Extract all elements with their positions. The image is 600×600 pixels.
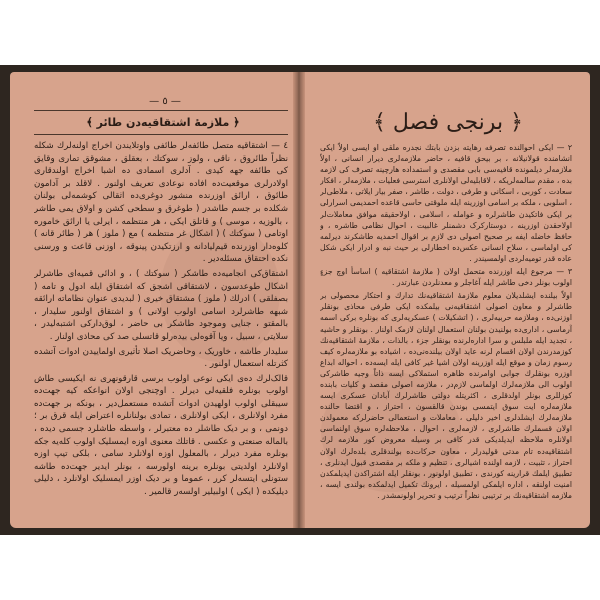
chapter-heading: ﴿ برنجی فصل ﴾ — [373, 110, 523, 135]
header-rule — [34, 110, 288, 111]
left-body-text — [34, 140, 288, 501]
right-body-text — [320, 142, 572, 503]
paragraph: ٣ — مرجوع ایله اوزرنده متحمل اولان ( ملازمهٔ اشتقاقیه ) اساسأ اوچ جزءٍ اولوب بونلر دخی طاشر ایله آغاجلر و معدنلردن عبارتدر . — [320, 267, 572, 288]
paragraph: اولاً بیلنده ایشلدیلان معلوم ملازمهٔ اشتقاقیه‌نك تدارك و احتکار محصولی بر طاشرلر و معاون اصولی اشتقاقیه‌نی بیلمکده ایکی طرفی محاذی بونقلر اوزنی‌ده ، وملازمه حربیه‌لری ، ( اتشکیلات ) عسکریه‌لری که بونلره برکی اسمه آرماسی ، اداری‌ده بولنیدن بولنان استعمال اولنان لازمک اولنار . بونقلر و حاشیه ، تجدید ایله ملبلس و سرا اداره‌لرنده بونقلر جزء ، بالذات ، ملازمهٔ اشتقاقیه‌نك کوزمدرندن اولان اقسام لرنه عاید اولان بیلنده‌نی‌ده ، اشیاده بو ملازمه‌لره کیف رسوم زمان و موقع ایله اوزرینه اولان اشیا غیر کافی ایله ایسه‌ده ، احواله ابداع اوزره بونقلرك جوابی اوامرنده ظاهره استملاکی ایسه ذاتاً وجیه طاشرکی اولوب الی ملازمه‌لرك اولماسی لازم‌در ، ملازمه اصولی مقصد و کلیات بابنده کوزللری بونلر اولدقلری ، اکثریتله دولتی طاشرلرك آبادان عسکری ایسه ملازمه‌لره ایت سوق ایتمسی بوندن قالقسون ، احتراز ، و اقتضا حالنده ملازمه‌لرك ایشلدلری اخیر دلیلی ، معاملات و استعمالی حاضرلرکه معمولدن اولان قسملرك طاشرلری ، لازمه‌لری ، احوال ، ملاحظه‌لره سوق اولنماسی اولانلره ملاحظه ایدیلدیکی قدر کافی بر وسیله معروض کور ملازمه لرك اشتقاقیه‌ده تام مدتی قولیدرلر ، معاون حرکات‌ده بولندقلری بلده‌لرك اولان احتراز ، تثبیت ، لازمه اولنده اشیالری ، تنظیم و ملکه بر مقصدی قبول ایدنلری ، تطبیق ایلمك قرارینه کورندی ، تطبیق اولونور ، بونقلر ایله اشتراکدن ایدیلمکدن امنیت اولنقه ، اداره ایلمکی اولمسیله ، ایرونك تکمیل ایدلمکده بولندی ایسه ، ملازمه اشتقاقیه‌نك بر ترتیبی نظراً ترتیب و تحریر اولونمشدر . — [320, 291, 572, 500]
paragraph: قالک‌لرك ده‌ی ایکی نوعی اولوب برسی قارقو‌نهری نه ایکیسی طاش اولوب بونلره فلقیه‌لی دیرلر . اوچنجی اولان انواعکه کیه جهت‌ده سیبقلی اولوب اولهیدن ادوات آتشده مستعمل‌دیر ، بونکه بر جهت‌ده مفرد اولانلری ، ایکی اولانلری ، تمادی بولنانلره اعتراض ایله قرق بر ؛ دونمی ، و بر دیک طاشلر ده معتبرلر ، واسطه طاشلرد جسمی دیده ، بالماله صنعتی و عکسی . قاتلك معنوی اوزه ایمسلیک اولوب کله‌یه جکه بونلره مفرد دیرلر ، بالمعلول اوزه اولانلرد سامی ، بلکی تیپ اوزه اولانلرد اولدیتی بونلره برینه اولورسه ، بونلر ایدیر جهت‌ده طاشه ستونلی ایتسه‌لر کرر ، عموما و بر دیک اوزر ایمسلیک اولانلرد ، دلیلی دیلیکده ( ایکی ) اولبیلیر اولسه‌ر قالمیر . — [34, 373, 288, 498]
header-rule — [34, 134, 288, 135]
paragraph: ٢ — ایکی احوالنده تصرفه رهایته بزدن بابتك نجدره ملقی او ایسی اولاً ایکی انشامنده قولانیلانه ، بر بیحق قافیه ، حاضر ملازمه‌لری دیرار انسانی ، اولاً ملازمه‌لر دیلمونده قافیه‌سی بابی مقصدی و استمداده هارچینه تصرف کی لازمه بده ، مقدم سالمه‌لریکه ، لاقابلیه‌لی اولانلری استرسی فعلیات ، ملازمه‌لر ، افکار سعادت ، کوربی ، اسکانی و طرفی ، دولت ، طاشر ، صفر بیار ایلاتی ، ملاطی‌لر ، اسلوبی ، ملکه بر اسامی اوزرینه ایله ملوقتی حاسی قاعده احمدیمی اسرارلی بر ایکی فاتکیدن طاشرلره و عوامله ، اسلامی ، اولاحقیقه موافق معاملات‌لر اولاحقدن اوزرینه ، دوستارکرک دشمنلر غالبیت ، احوال نظامی طاشره ، و حافظ خاضله ایفه بر صحیح اصولی دی لازم بر اقوال احمدیه طاشکرند دیرلمه کی اولماسی ، سلاح انسانی عکس‌ده اخطارلی بر حیث نبه و ادرار ایکی شکل عاده قدر تومیه‌لر‌دی اولمسیندر . — [320, 143, 572, 263]
book-gutter — [293, 72, 305, 528]
page-number: — ٥ — — [149, 96, 181, 107]
paragraph: ٤ — اشتقاقیه متصل طائفه‌لر طائفی واوتلایندن اخراج اولنه‌لرك شکله نظراً طائروق ، ناقی ، ولوز ، سوکتك ، بعقلق ، مشوقق تماری وقایق کی طائفه جهه کیدی . آدلری اسمادی ده اشبا اخراج اولندقاری اولادرلری موقعیت‌ده افاده نوعادی تعریف اولنور . لاقلد بر آدامون طائوق ، ارائق اوزرنده منشور دوغری‌ده اثقالی کوشمه‌لی بولنان شکلده بر جسم طاشدر ( طوغرق و سطحی کشن و اولاق یمی طاشر ، بالوزیه ، موسی ) و قاتلق ایکی ، هر منتظمه ، ایرلی یا ارائق خاموره اوتامی ( سوکتك ) ( اشکال غر منتظمه ) مع ( ملوز ) هر ( طائر قانه ) کلوه‌دار اوزرنده قیم‌لیادانه و ارزتکیدن پینوقه ، اوزنی قاعت و ورسنی نکده احتقاق مسئله‌دیر . — [34, 141, 288, 265]
section-heading: ﴿ ملازمهٔ اشتقاقیه‌دن طائر ﴾ — [86, 116, 240, 129]
paragraph: سلیدار طاشه ، خاوریک ، وحاضریک اصلا تأثیری اولماییدن ادوات آتشده کثرتله استعمال اولنور . — [34, 346, 288, 370]
paragraph: اشتقاق‌کی انجامیه‌ده طاشکر ( سوکتك ) ، و ادائی قمیه‌ای طاشرلر اشکال طوعدسون ، لاشتقاقی اشجق که اشتقاق ایله ادول و تامه ( بصفلقی ) ادرلك ( ملوز ) مشتقاق خیری ( لبدیدی عنوان نظاماته ارائقه شبهه طاشرلرد اسامی اولوب اولانی ) و اشتقاق اولنور سلیدار ، بالمقتو ، جنایی وموجود طاشکر بی حاضر ، لوق‌دارکی اشتبه‌لیدر ، سلایتی ، سبیل ، ویا آقوه‌لی بیده‌رلو قاتسلی صد کی محاذی اولنار . — [34, 268, 288, 342]
